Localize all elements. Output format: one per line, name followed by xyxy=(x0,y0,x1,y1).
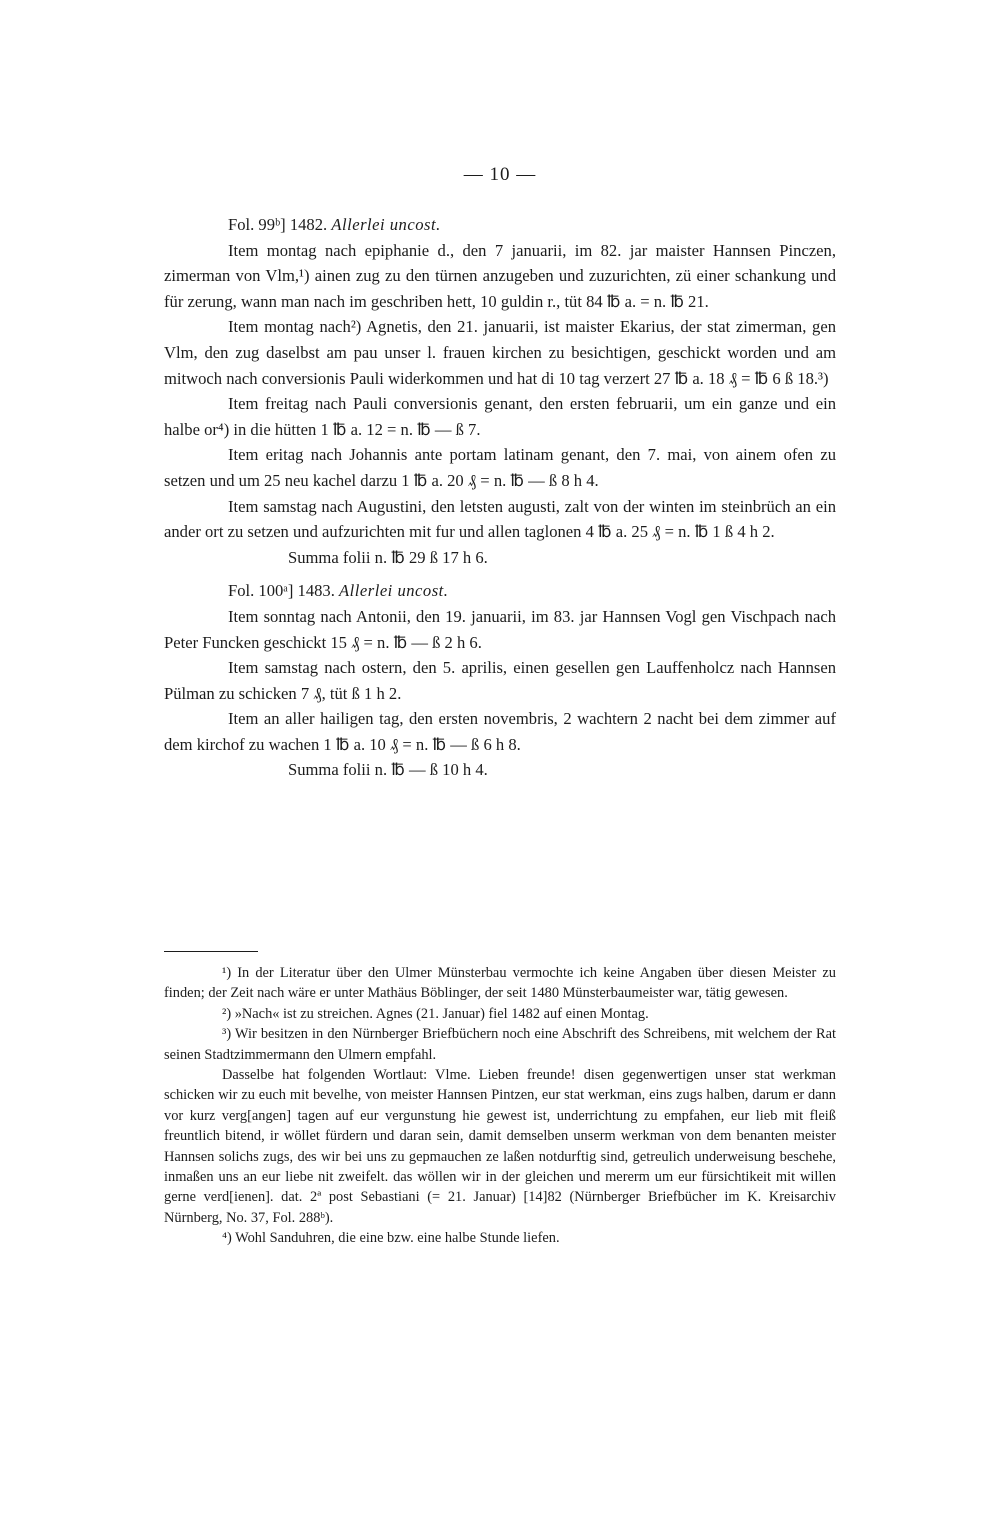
entry-paragraph: Item freitag nach Pauli conversionis genant, den ersten februarii, um ein ganze und ein halbe or⁴) in die hütten 1 ℔ a. 12 = n. ℔ — ß 7. xyxy=(164,394,836,439)
section-title: Allerlei uncost. xyxy=(339,581,449,601)
page-number: — 10 — xyxy=(463,164,537,185)
section-heading xyxy=(164,212,836,238)
footnote: ¹) In der Literatur über den Ulmer Münsterbau vermochte ich keine Angaben über diesen Meister zu finden; der Zeit nach wäre er unter Mathäus Böblinger, der seit 1480 Münsterbaumeister war, tätig gewesen. xyxy=(164,965,836,1002)
footnote: ⁴) Wohl Sanduhren, die eine bzw. eine halbe Stunde liefen. xyxy=(222,1230,560,1247)
summa-folii: Summa folii n. ℔ 29 ß 17 h 6. xyxy=(288,547,488,567)
footnote: ³) Wir besitzen in den Nürnberger Briefbüchern noch eine Abschrift des Schreibens, mit welchem der Rat seinen Stadtzimmermann den Ulmern empfahl. xyxy=(164,1026,836,1063)
entry-paragraph: Item samstag nach ostern, den 5. aprilis, einen gesellen gen Lauffenholcz nach Hannsen Pülman zu schicken 7 ₰, tüt ß 1 h 2. xyxy=(164,658,836,703)
folio-reference: Fol. 99ᵇ] 1482. xyxy=(228,215,328,234)
section-heading xyxy=(164,578,836,604)
section-title: Allerlei uncost. xyxy=(331,215,441,234)
section-1483 xyxy=(164,578,836,783)
summa-folii: Summa folii n. ℔ — ß 10 h 4. xyxy=(288,760,488,780)
entry-paragraph: Item montag nach²) Agnetis, den 21. januarii, ist maister Ekarius, der stat zimerman, gen Vlm, den zug daselbst am pau unser l. frauen kirchen zu besichtigen, geschickt worden und am mitwoch nach conversionis Pauli widerkommen und hat di 10 tag verzert 27 ℔ a. 18 ₰ = ℔ 6 ß 18.³) xyxy=(164,317,836,388)
entry-paragraph: Item montag nach epiphanie d., den 7 januarii, im 82. jar maister Hannsen Pinczen, zimerman von Vlm,¹) ainen zug zu den türnen anzugeben und zuzurichten, zü einer schankung und für zerung, wann man nach im geschriben hett, 10 guldin r., tüt 84 ℔ a. = n. ℔ 21. xyxy=(164,240,836,311)
main-text xyxy=(164,212,836,783)
footnotes xyxy=(164,963,836,1249)
footnote-continuation: Dasselbe hat folgenden Wortlaut: Vlme. Lieben freunde! disen gegenwertigen unser stat werkman schicken wir zu euch mit bevelhe, von meister Hannsen Pintzen, eur stat werkman, eins zugs halben, darum er dann vor kurz verg[angen] tagen auf eur vergunstung hie gewest ist, underrichtung zu empfahen, eur lieb mit fleiß freuntlich bitend, ir wöllet fürdern und daran sein, damit demselben unserm werkman von dem benanten meister Hannsen solichs zugs, des wir bei uns zu gepmauchen ze laßen notdurftig sind, getreulich underweisung beschehe, inmaßen uns an eur liebe nit zweifelt. das wöllen wir in der gleichen und mererm um eur fürsichtikeit mit willen gerne verd[ienen]. dat. 2ª post Sebastiani (= 21. Januar) [14]82 (Nürnberger Briefbücher im K. Kreisarchiv Nürnberg, No. 37, Fol. 288ᵇ). xyxy=(164,1067,836,1226)
entry-paragraph: Item sonntag nach Antonii, den 19. januarii, im 83. jar Hannsen Vogl gen Vischpach nach Peter Funcken geschickt 15 ₰ = n. ℔ — ß 2 h 6. xyxy=(164,606,836,652)
footnote-rule xyxy=(164,951,258,952)
entry-paragraph: Item eritag nach Johannis ante portam latinam genant, den 7. mai, von ainem ofen zu setzen und um 25 neu kachel darzu 1 ℔ a. 20 ₰ = n. ℔ — ß 8 h 4. xyxy=(164,445,836,490)
entry-paragraph: Item samstag nach Augustini, den letsten augusti, zalt von der winten im steinbrüch an ein ander ort zu setzen und aufzurichten mit fur und allen taglonen 4 ℔ a. 25 ₰ = n. ℔ 1 ß 4 h 2. xyxy=(164,496,836,542)
footnote: ²) »Nach« ist zu streichen. Agnes (21. Januar) fiel 1482 auf einen Montag. xyxy=(222,1005,649,1022)
entry-paragraph: Item an aller hailigen tag, den ersten novembris, 2 wachtern 2 nacht bei dem zimmer auf dem kirchof zu wachen 1 ℔ a. 10 ₰ = n. ℔ — ß 6 h 8. xyxy=(164,709,836,754)
section-1482 xyxy=(164,212,836,570)
folio-reference: Fol. 100ᵃ] 1483. xyxy=(228,581,335,601)
